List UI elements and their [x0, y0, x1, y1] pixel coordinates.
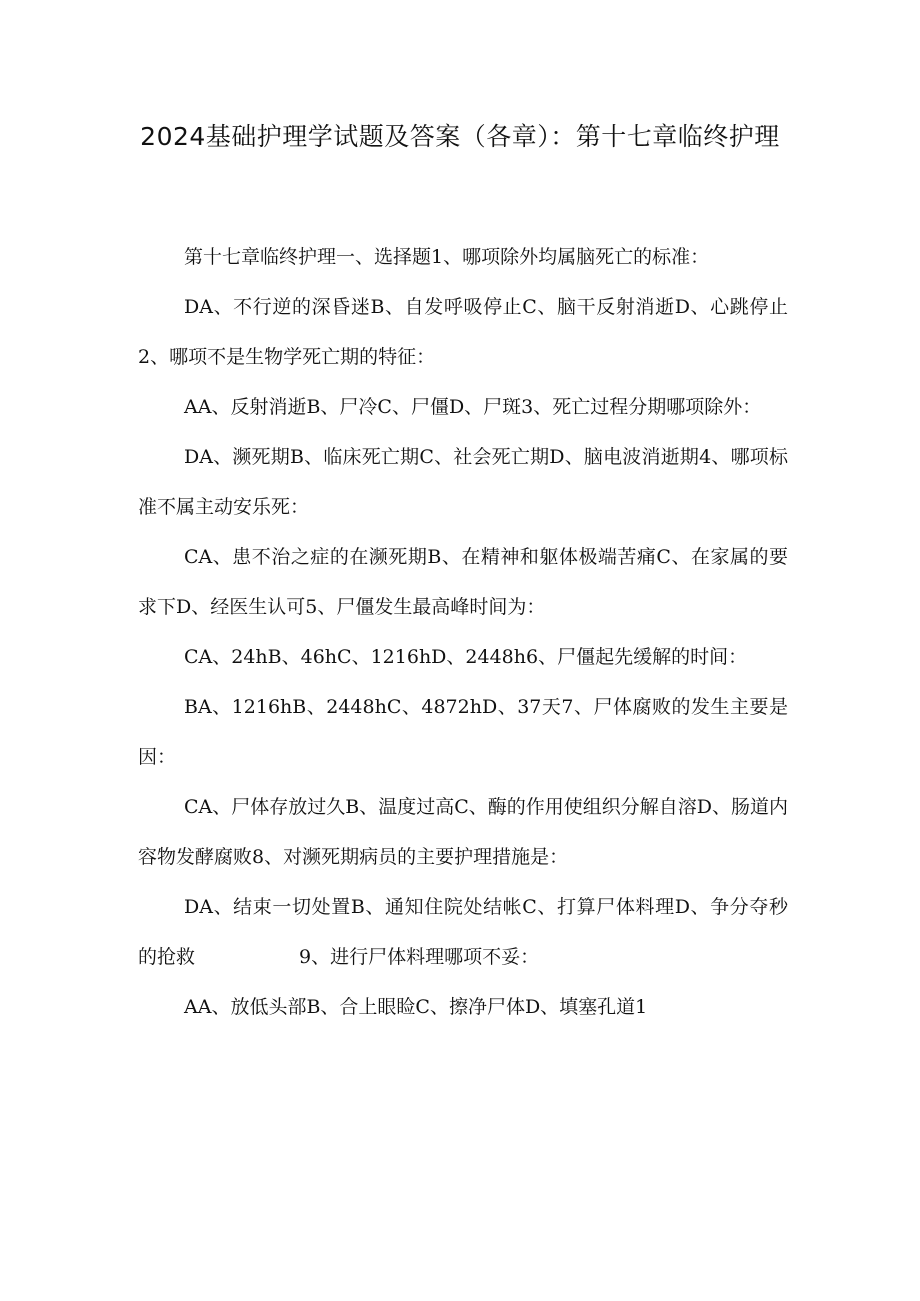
- paragraph-9-tail: 9、进行尸体料理哪项不妥：: [299, 946, 540, 968]
- paragraph-9-main: DA、结束一切处置B、通知住院处结帐C、打算尸体料理D、争分夺秒的抢救: [138, 896, 788, 968]
- paragraph-8: CA、尸体存放过久B、温度过高C、酶的作用使组织分解自溶D、肠道内容物发酵腐败8、对濒死期病员的主要护理措施是：: [138, 796, 788, 868]
- paragraph-7: BA、1216hB、2448hC、4872hD、37天7、尸体腐败的发生主要是因：: [138, 696, 788, 768]
- paragraph-4: DA、濒死期B、临床死亡期C、社会死亡期D、脑电波消逝期4、哪项标准不属主动安乐死：: [138, 446, 788, 518]
- document-title: 2024基础护理学试题及答案（各章）：第十七章临终护理: [140, 122, 780, 151]
- paragraph-10: AA、放低头部B、合上眼睑C、擦净尸体D、填塞孔道1: [184, 996, 648, 1018]
- paragraph-3: AA、反射消逝B、尸冷C、尸僵D、尸斑3、死亡过程分期哪项除外：: [184, 396, 762, 418]
- paragraph-6: CA、24hB、46hC、1216hD、2448h6、尸僵起先缓解的时间：: [184, 646, 748, 668]
- paragraph-5: CA、患不治之症的在濒死期B、在精神和躯体极端苦痛C、在家属的要求下D、经医生认可5、尸僵发生最高峰时间为：: [138, 546, 788, 618]
- document-body: [138, 232, 788, 1032]
- paragraph-1: 第十七章临终护理一、选择题1、哪项除外均属脑死亡的标准：: [184, 246, 710, 268]
- paragraph-2: DA、不行逆的深昏迷B、自发呼吸停止C、脑干反射消逝D、心跳停止2、哪项不是生物学死亡期的特征：: [138, 296, 788, 368]
- paragraph-9: [138, 882, 788, 982]
